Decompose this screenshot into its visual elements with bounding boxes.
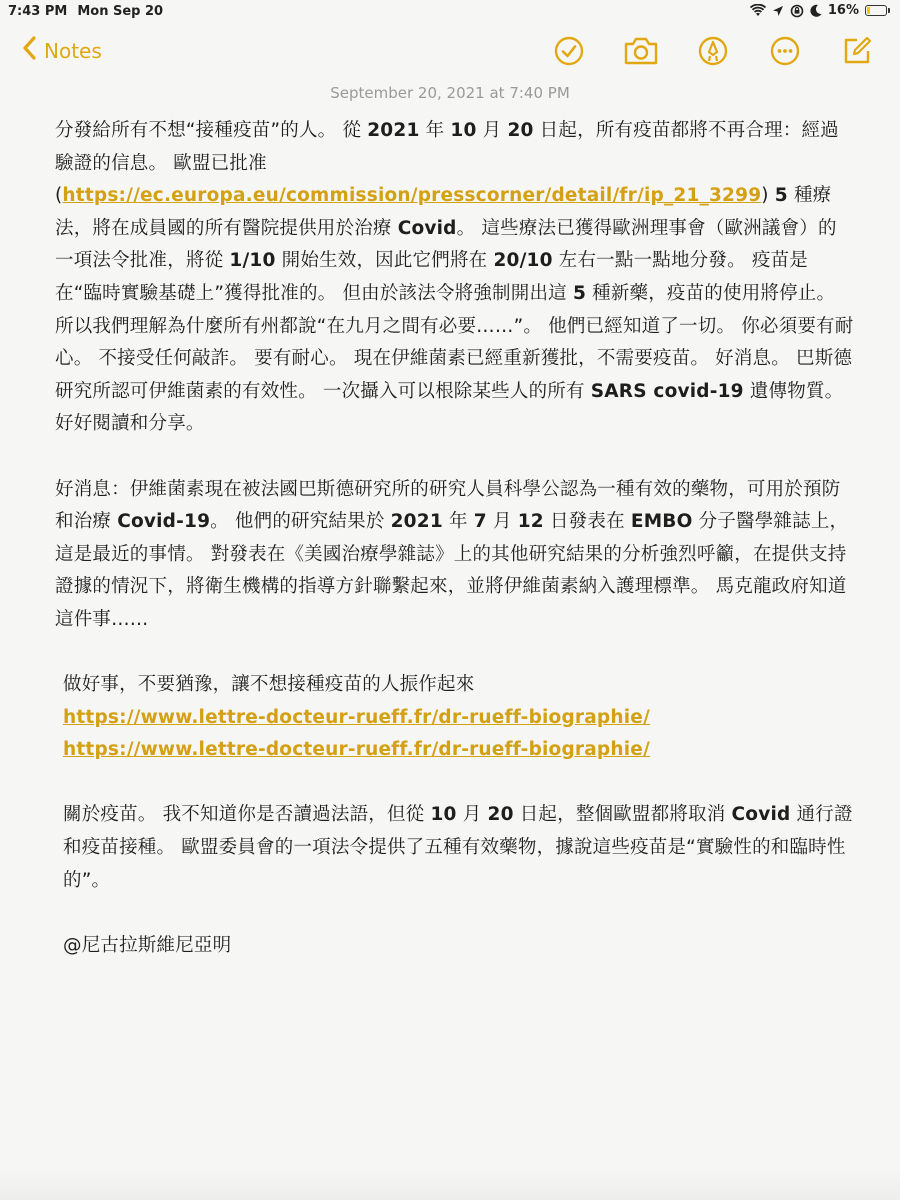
bold-run: 12 bbox=[517, 511, 544, 533]
text-run: 年 bbox=[419, 120, 451, 141]
text-run: 月 bbox=[456, 804, 488, 826]
nav-bar bbox=[0, 30, 900, 76]
text-run: 月 bbox=[486, 511, 518, 533]
bold-run: 5 bbox=[774, 185, 788, 207]
text-run: 日發表在 bbox=[543, 511, 631, 533]
bold-run: Covid bbox=[397, 217, 457, 239]
bottom-edge bbox=[0, 1170, 900, 1200]
text-run: 做好事，不要猶豫，讓不想接種疫苗的人振作起來 bbox=[63, 674, 475, 696]
text-run: 分子醫學雜誌上，這是最近的事情。 對發表在《美國治療學雜誌》上的其他研究結果的分析強烈呼籲，在提供支持證據的情況下，將衛生機構的指導方針聯繫起來，並將伊維菌素納入護理標準。 馬克龍政府知道這件事…… bbox=[55, 511, 849, 630]
status-left bbox=[8, 4, 163, 19]
status-date: Mon Sep 20 bbox=[77, 4, 164, 19]
note-paragraph-1 bbox=[55, 115, 855, 441]
text-run: 。 他們的研究結果於 bbox=[210, 511, 391, 533]
signature-text: @尼古拉斯維尼亞明 bbox=[63, 934, 232, 956]
status-right bbox=[750, 3, 890, 18]
text-run: 日起，所有疫苗都將不再合理：經過驗證的信息。 歐盟已批准 ( bbox=[55, 120, 839, 207]
note-paragraph-2 bbox=[55, 474, 855, 637]
note-paragraph-4 bbox=[55, 799, 855, 897]
markup-button[interactable] bbox=[694, 34, 732, 72]
rotation-lock-icon bbox=[790, 4, 804, 18]
bold-run: 20 bbox=[487, 804, 514, 826]
compose-icon bbox=[841, 35, 873, 71]
more-button[interactable] bbox=[766, 34, 804, 72]
wifi-icon bbox=[750, 4, 766, 17]
bold-run: 20/10 bbox=[493, 250, 553, 272]
compose-button[interactable] bbox=[838, 34, 876, 72]
text-run: 通行證和疫苗接種。 歐盟委員會的一項法令提供了五種有效藥物，據說這些疫苗是“實驗性的和臨時性的”。 bbox=[63, 804, 853, 891]
location-icon bbox=[772, 5, 784, 17]
camera-button[interactable] bbox=[622, 34, 660, 72]
bold-run: 10 bbox=[430, 804, 457, 826]
moon-icon bbox=[810, 4, 822, 17]
bold-run: Covid-19 bbox=[117, 511, 211, 533]
checkmark-circle-icon bbox=[553, 35, 585, 71]
rueff-biography-link-1[interactable]: https://www.lettre-docteur-rueff.fr/dr-rueff-biographie/ bbox=[63, 706, 650, 728]
paragraph-gap bbox=[55, 767, 855, 800]
battery-body bbox=[865, 5, 887, 16]
text-run: 遺傳物質。 好好閱讀和分享。 bbox=[55, 380, 844, 435]
bold-run: 5 bbox=[572, 282, 587, 304]
battery-percent: 16% bbox=[827, 3, 859, 18]
bold-run: 1/10 bbox=[229, 250, 276, 272]
text-run: 。 這些療法已獲得歐洲理事會（歐洲議會）的一項法令批准，將從 bbox=[55, 217, 837, 272]
back-button[interactable] bbox=[22, 36, 102, 65]
text-run: 種新藥，疫苗的使用將停止。 所以我們理解為什麼所有州都說“在九月之間有必要……”。 他們已經知道了一切。 你必須要有耐心。 不接受任何敲詐。 要有耐心。 現在伊維菌素已經重新獲批，不需要疫苗。 好消息。 巴斯德研究所認可伊維菌素的有效性。 一次攝入可以根除某些人的所有 bbox=[55, 282, 854, 402]
text-run: 開始生效，因此它們將在 bbox=[275, 250, 494, 272]
note-signature bbox=[55, 930, 855, 963]
markup-pen-icon bbox=[697, 35, 729, 71]
battery-tip bbox=[888, 8, 890, 13]
rueff-biography-link-2[interactable]: https://www.lettre-docteur-rueff.fr/dr-rueff-biographie/ bbox=[63, 739, 650, 761]
bold-run: 2021 bbox=[390, 511, 443, 533]
status-time: 7:43 PM bbox=[8, 4, 68, 19]
text-run: 種療法，將在成員國的所有醫院提供用於治療 bbox=[55, 185, 832, 239]
text-run: 分發給所有不想“接種疫苗”的人。 從 bbox=[55, 120, 368, 141]
back-label: Notes bbox=[44, 38, 102, 63]
ec-europa-link[interactable]: https://ec.europa.eu/commission/presscorner/detail/fr/ip_21_3299 bbox=[62, 185, 762, 207]
bold-run: Covid bbox=[731, 804, 791, 826]
note-paragraph-3 bbox=[55, 669, 855, 767]
bold-run: 2021 bbox=[367, 120, 420, 141]
paragraph-gap bbox=[55, 897, 855, 930]
chevron-left-icon bbox=[22, 36, 44, 65]
more-ellipsis-icon bbox=[769, 35, 801, 71]
bold-run: 20 bbox=[507, 120, 534, 141]
battery-icon bbox=[865, 5, 890, 16]
text-run: 年 bbox=[442, 511, 474, 533]
text-run: 左右一點一點地分發。 疫苗是在“臨時實驗基礎上”獲得批准的。 但由於該法令將強制開出這 bbox=[55, 250, 808, 304]
text-run: 關於疫苗。 我不知道你是否讀過法語，但從 bbox=[63, 804, 431, 826]
note-body[interactable] bbox=[55, 115, 855, 962]
text-run: ) bbox=[761, 185, 775, 207]
battery-fill bbox=[867, 7, 870, 14]
bold-run: 10 bbox=[450, 120, 477, 141]
note-date: September 20, 2021 at 7:40 PM bbox=[330, 84, 570, 102]
camera-icon bbox=[623, 36, 659, 70]
status-bar bbox=[0, 0, 900, 26]
note-toolbar bbox=[550, 34, 876, 72]
text-run: 月 bbox=[476, 120, 508, 141]
text-run: 日起，整個歐盟都將取消 bbox=[513, 804, 732, 826]
checklist-button[interactable] bbox=[550, 34, 588, 72]
bold-run: EMBO bbox=[630, 511, 693, 533]
paragraph-gap bbox=[55, 441, 855, 474]
bold-run: SARS covid-19 bbox=[590, 380, 744, 402]
bold-run: 7 bbox=[473, 511, 487, 533]
paragraph-gap bbox=[55, 637, 855, 670]
text-run: 好消息：伊維菌素現在被法國巴斯德研究所的研究人員科學公認為一種有效的藥物，可用於預防和治療 bbox=[55, 478, 841, 533]
